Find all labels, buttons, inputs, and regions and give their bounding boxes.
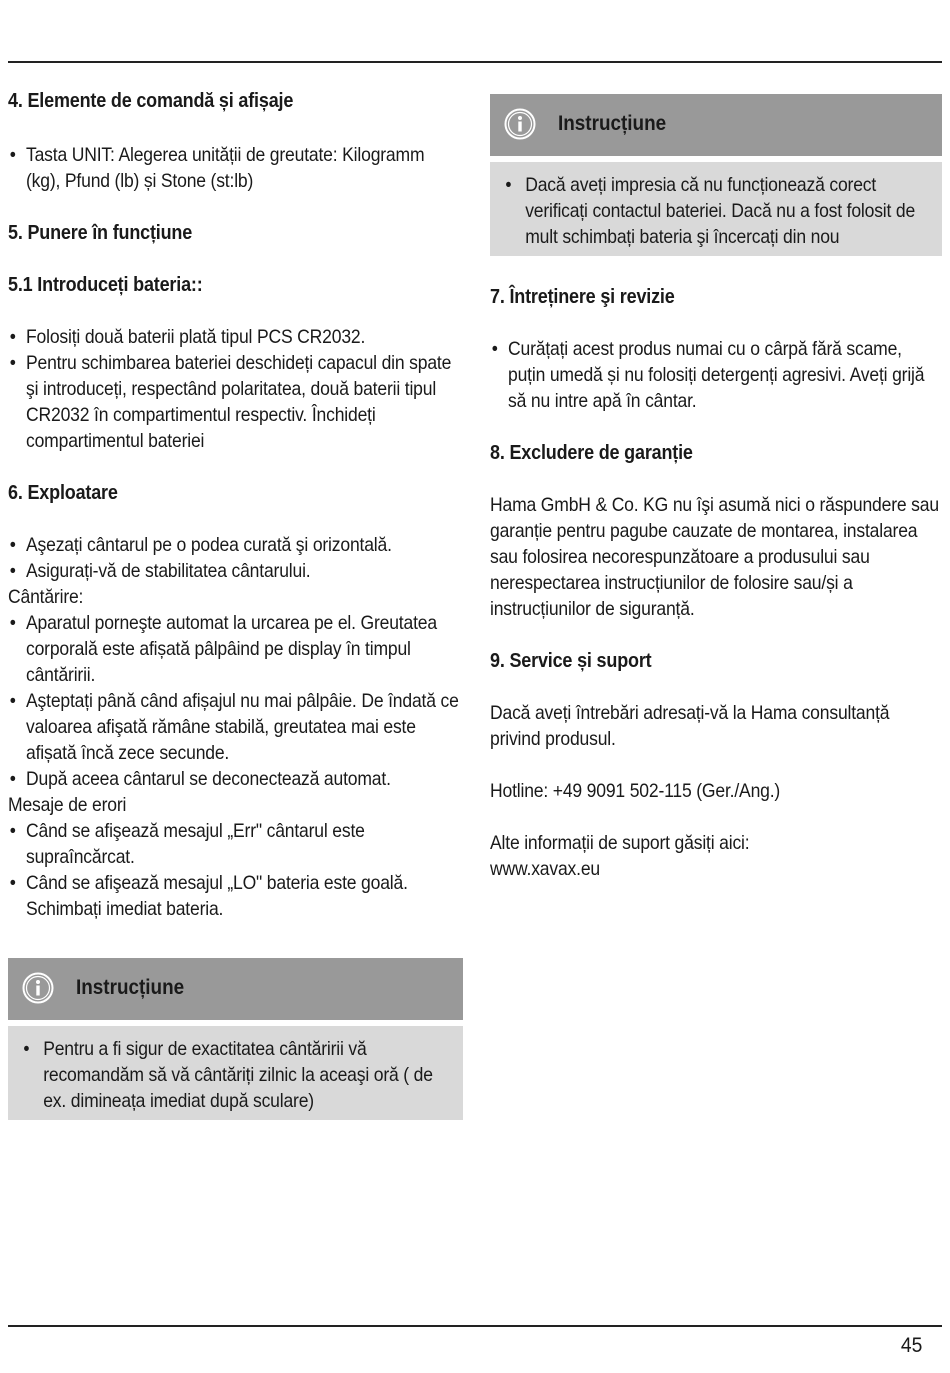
subheading-mesaje: Mesaje de erori <box>8 794 127 816</box>
note-box-left <box>8 958 463 1120</box>
header-rule <box>8 61 942 63</box>
section-6-list-c <box>8 818 463 922</box>
list-item: • Pentru schimbarea bateriei deschideți capacul din spate şi introduceți, respectând polaritatea, două baterii tipul CR2032 în compartimentul respectiv. Închideți compartimentul bateriei <box>8 350 463 454</box>
list-item: • Dacă aveți impresia că nu funcționează corect verificați contactul bateriei. Dacă nu a fost folosit de mult schimbați bateria şi încercați din nou <box>500 172 932 250</box>
left-column <box>8 88 463 1120</box>
list-item: • Asigurați-vă de stabilitatea cântarului. <box>8 558 463 584</box>
section-9-text: Dacă aveți întrebări adresați-vă la Hama consultanță privind produsul. <box>490 702 890 750</box>
section-8-text: Hama GmbH & Co. KG nu îşi asumă nici o răspundere sau garanție pentru pagube cauzate de montarea, instalarea sau folosirea necorespunzătoare a produsului sau nerespectarea instrucțiunilor de folosire sau/și a instrucțiunilor de siguranță. <box>490 494 939 620</box>
section-5-1-title: 5.1 Introduceți bateria:: <box>8 274 203 296</box>
info-icon <box>504 108 536 140</box>
subheading-cantarire: Cântărire: <box>8 586 84 608</box>
section-4-list <box>8 142 463 194</box>
page-number: 45 <box>900 1334 922 1357</box>
footer-rule <box>8 1325 942 1327</box>
note-title: Instrucțiune <box>76 976 185 999</box>
note-title: Instrucțiune <box>558 112 667 135</box>
note-list <box>500 172 932 250</box>
section-6-list-b <box>8 610 463 792</box>
support-link[interactable]: www.xavax.eu <box>490 858 601 880</box>
section-5-1-list <box>8 324 463 454</box>
list-item: • După aceea cântarul se deconectează automat. <box>8 766 463 792</box>
note-header <box>8 958 463 1020</box>
note-body <box>8 1026 463 1120</box>
list-item: • Folosiți două baterii plată tipul PCS CR2032. <box>8 324 463 350</box>
section-6-list-a <box>8 532 463 584</box>
list-item: • Aşezați cântarul pe o podea curată şi orizontală. <box>8 532 463 558</box>
info-icon <box>22 972 54 1004</box>
note-body <box>490 162 942 256</box>
hotline: Hotline: +49 9091 502-115 (Ger./Ang.) <box>490 780 781 802</box>
list-item: • Curățați acest produs numai cu o cârpă fără scame, puțin umedă și nu folosiți detergenți agresivi. Aveți grijă să nu intre apă în cântar. <box>490 336 942 414</box>
section-8-title: 8. Excludere de garanție <box>490 442 693 464</box>
right-column <box>490 94 942 882</box>
list-item: • Când se afişează mesajul „LO" bateria este goală. Schimbați imediat bateria. <box>8 870 463 922</box>
list-item: • Aparatul porneşte automat la urcarea pe el. Greutatea corporală este afișată pâlpâind pe display în timpul cântăririi. <box>8 610 463 688</box>
list-item: • Aşteptați până când afișajul nu mai pâlpâie. De îndată ce valoarea afişată rămâne stabilă, greutatea mai este afișată încă zece secunde. <box>8 688 463 766</box>
section-7-title: 7. Întreținere şi revizie <box>490 286 675 308</box>
note-list <box>18 1036 453 1114</box>
section-7-list <box>490 336 942 414</box>
list-item: • Tasta UNIT: Alegerea unității de greutate: Kilogramm (kg), Pfund (lb) și Stone (st:lb) <box>8 142 463 194</box>
support-info: Alte informații de suport găsiți aici: <box>490 832 750 854</box>
list-item: • Când se afişează mesajul „Err" cântarul este supraîncărcat. <box>8 818 463 870</box>
note-header <box>490 94 942 156</box>
section-6-body <box>8 532 463 922</box>
note-box-right <box>490 94 942 256</box>
list-item: • Pentru a fi sigur de exactitatea cântăririi vă recomandăm să vă cântăriți zilnic la aceaşi oră ( de ex. dimineața imediat după sculare) <box>18 1036 453 1114</box>
section-5-title: 5. Punere în funcțiune <box>8 222 193 244</box>
section-4-title: 4. Elemente de comandă și afișaje <box>8 90 294 112</box>
section-6-title: 6. Exploatare <box>8 482 118 504</box>
section-9-title: 9. Service și suport <box>490 650 652 672</box>
